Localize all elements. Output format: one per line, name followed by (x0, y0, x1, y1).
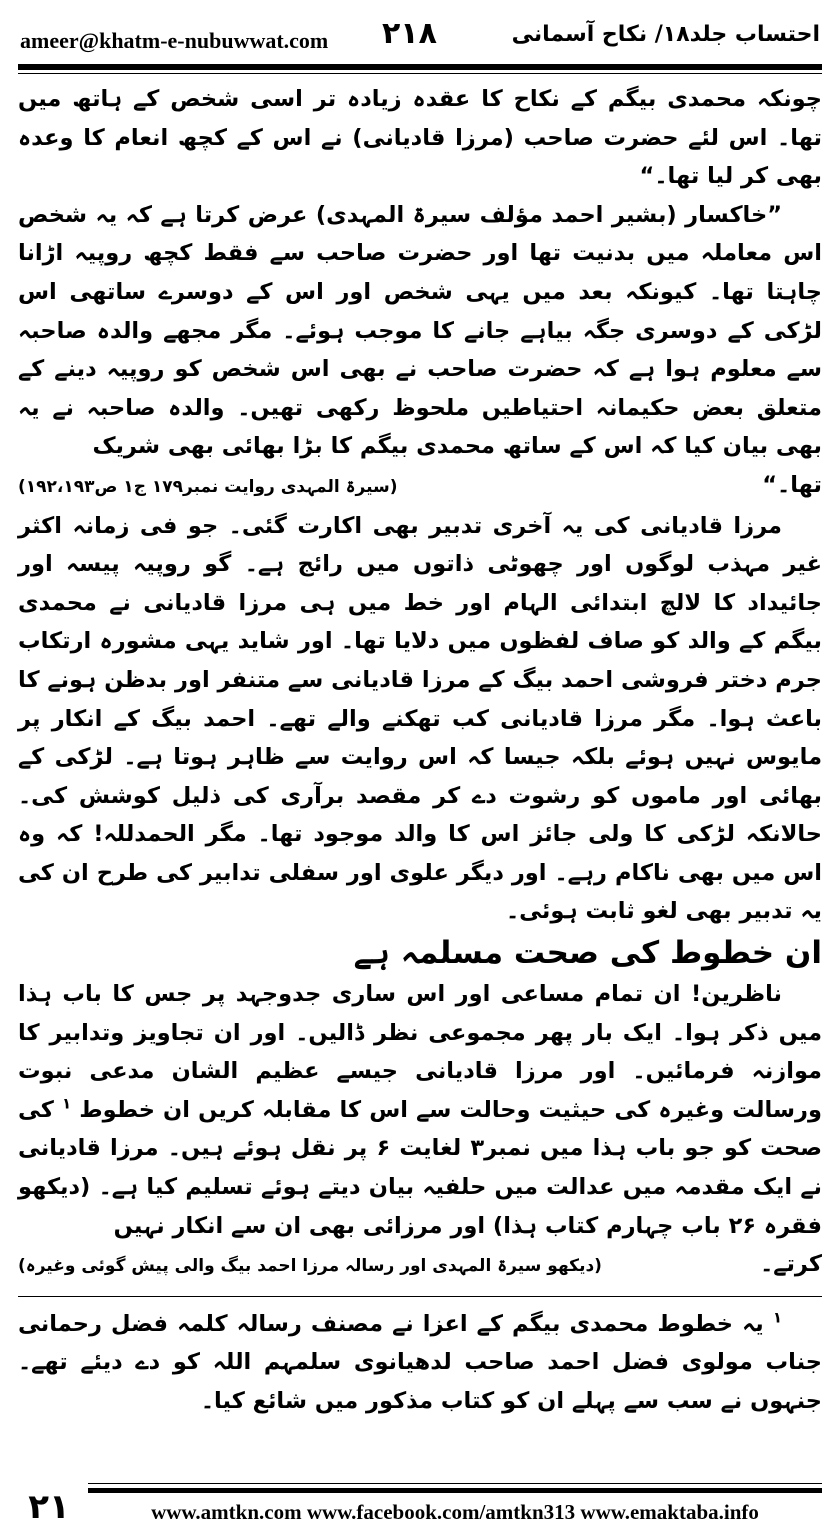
paragraph-3: مرزا قادیانی کی یہ آخری تدبیر بھی اکارت گئی۔ جو فی زمانہ اکثر غیر مہذب لوگوں اور چھوٹی ذاتوں میں رائج ہے۔ گو روپیہ پیسہ اور جائیداد کا لالچ ابتدائی الہام اور خط میں ہی مرزا قادیانی نے محمدی بیگم کے والد کو صاف لفظوں میں دلایا تھا۔ اور شاید یہی مشورہ ارتکاب جرم دختر فروشی احمد بیگ کے مرزا قادیانی سے متنفر اور بدظن ہونے کا باعث ہوا۔ مگر مرزا قادیانی کب تھکنے والے تھے۔ احمد بیگ کے انکار پر مایوس نہیں ہوئے بلکہ جیسا کہ اس روایت سے ظاہر ہوتا ہے۔ لڑکی کے بھائی اور ماموں کو رشوت دے کر مقصد برآری کی ذلیل کوشش کی۔ حالانکہ لڑکی کا ولی جائز اس کا والد موجود تھا۔ مگر الحمدللہ! کہ وہ اس میں بھی ناکام رہے۔ اور دیگر علوی اور سفلی تدابیر کی طرح ان کی یہ تدبیر بھی لغو ثابت ہوئی۔ (18, 512, 822, 925)
footnote-number: ۱ (772, 1308, 782, 1327)
paragraph-1: چونکہ محمدی بیگم کے نکاح کا عقدہ زیادہ تر اسی شخص کے ہاتھ میں تھا۔ اس لئے حضرت صاحب (مرزا قادیانی) نے اس کے کچھ انعام کا وعدہ بھی کر لیا تھا۔“ (18, 86, 822, 190)
body-text (18, 80, 822, 1421)
reference-2: (دیکھو سیرۃ المہدی اور رسالہ مرزا احمد بیگ والی پیش گوئی وغیرہ) (18, 1256, 602, 1277)
paragraph-4-a: ناظرین! ان تمام مساعی اور اس ساری جدوجہد پر جس کا باب ہذا میں ذکر ہوا۔ ایک بار پھر مجموعی نظر ڈالیں۔ اور ان تجاویز وتدابیر کا موازنہ فرمائیں۔ اور مرزا قادیانی جیسے عظیم الشان مدعی نبوت ورسالت وغیرہ کی حیثیت وحالت سے اس کا مقابلہ کریں ان خطوط (18, 981, 822, 1123)
paragraph-4-end: کرتے۔ (760, 1251, 822, 1278)
footnote (18, 1305, 822, 1421)
section-heading: ان خطوط کی صحت مسلمہ ہے (353, 935, 822, 972)
footnote-marker: ۱ (62, 1094, 72, 1113)
footer-links: www.amtkn.com www.facebook.com/amtkn313 www.emaktaba.info (151, 1500, 759, 1524)
header-rule-thin (18, 73, 822, 74)
footer-rule-thick (88, 1488, 822, 1493)
citation-line-2 (18, 1245, 822, 1286)
paragraph-4-b: کی صحت کو جو باب ہذا میں نمبر۳ لغایت ۶ پر نقل ہوئے ہیں۔ مرزا قادیانی نے ایک مقدمہ میں عدالت میں حلفیہ بیان دیتے ہوئے تسلیم کیا ہے۔ (دیکھو فقرہ ۲۶ باب چہارم کتاب ہذا) اور مرزائی بھی ان سے انکار نہیں (18, 1096, 823, 1239)
paragraph-4 (18, 975, 822, 1245)
footnote-text: یہ خطوط محمدی بیگم کے اعزا نے مصنف رسالہ کلمہ فضل رحمانی جناب مولوی فضل احمد صاحب لدھیانوی سلمہم اللہ کو دے دیئے تھے۔ جنہوں نے سب سے پہلے ان کو کتاب مذکور میں شائع کیا۔ (18, 1310, 822, 1414)
reference-1: (سیرۃ المہدی روایت نمبر۱۷۹ ج۱ ص۱۹۲،۱۹۳) (18, 476, 398, 497)
header-email: ameer@khatm-e-nubuwwat.com (20, 28, 329, 53)
footer-page-number: ۲۱ (28, 1487, 70, 1527)
paragraph-2: ”خاکسار (بشیر احمد مؤلف سیرۃ المہدی) عرض کرتا ہے کہ یہ شخص اس معاملہ میں بدنیت تھا اور حضرت صاحب سے فقط کچھ روپیہ اڑانا چاہتا تھا۔ کیونکہ بعد میں یہی شخص اور اس کے دوسرے ساتھی اس لڑکی کے دوسری جگہ بیاہے جانے کا موجب ہوئے۔ مگر مجھے والدہ صاحبہ سے معلوم ہوا ہے کہ حضرت صاحب نے بھی اس شخص کو روپیہ دینے کے متعلق بعض حکیمانہ احتیاطیں ملحوظ رکھی تھیں۔ والدہ صاحبہ نے یہ بھی بیان کیا کہ اس کے ساتھ محمدی بیگم کا بڑا بھائی بھی شریک (18, 201, 822, 460)
header-page-number: ۲۱۸ (382, 16, 437, 51)
page-header (18, 14, 822, 58)
citation-line-1 (18, 466, 822, 507)
header-rule-thick (18, 64, 822, 70)
paragraph-2-end: تھا۔“ (762, 471, 822, 498)
footer-rule-thin (88, 1483, 822, 1484)
document-page (18, 0, 822, 1540)
header-book-title: احتساب جلد۱۸/ نکاح آسمانی (511, 22, 820, 47)
footnote-rule (18, 1296, 822, 1297)
